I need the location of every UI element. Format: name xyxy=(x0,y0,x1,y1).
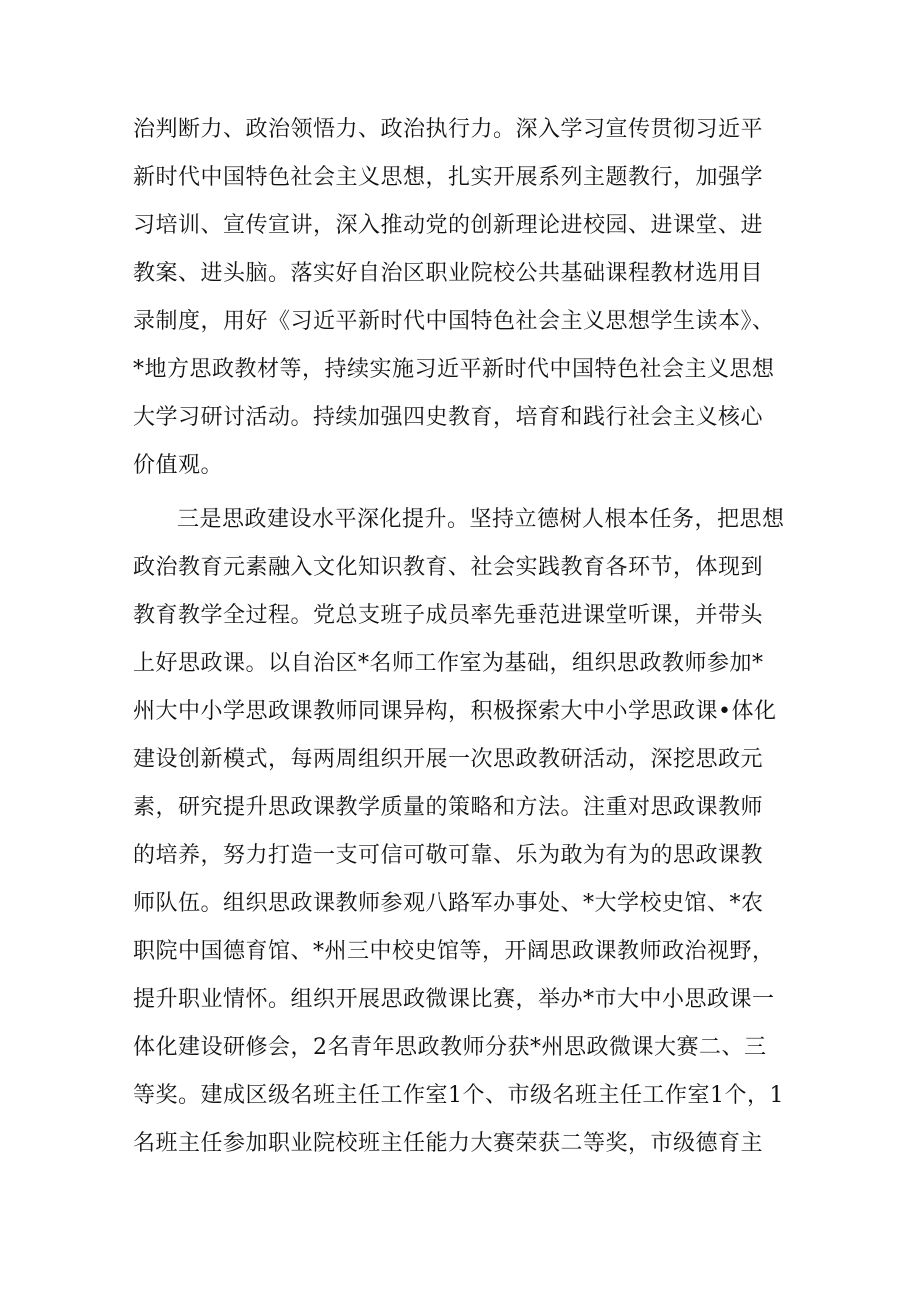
paragraph2-line-7: 素，研究提升思政课教学质量的策略和方法。注重对思政课教师 xyxy=(133,795,764,820)
paragraph1-line-4: 教案、进头脑。落实好自治区职业院校公共基础课程教材选用目 xyxy=(133,261,764,286)
paragraph2-line-11: 提升职业情怀。组织开展思政微课比赛，举办*市大中小思政课一 xyxy=(133,987,775,1012)
paragraph1-line-3: 习培训、宣传宣讲，深入推动党的创新理论进校园、进课堂、进 xyxy=(133,213,764,238)
paragraph1-line-7: 大学习研讨活动。持续加强四史教育，培育和践行社会主义核心 xyxy=(133,405,764,430)
paragraph2-line-4: 上好思政课。以自治区*名师工作室为基础，组织思政教师参加* xyxy=(133,651,764,676)
paragraph1-line-8: 价值观。 xyxy=(133,453,224,478)
paragraph2-line-14: 名班主任参加职业院校班主任能力大赛荣获二等奖，市级德育主 xyxy=(133,1131,764,1156)
paragraph2-line-6: 建设创新模式，每两周组织开展一次思政教研活动，深挖思政元 xyxy=(133,747,764,772)
paragraph2-line-3: 教育教学全过程。党总支班子成员率先垂范进课堂听课，并带头 xyxy=(133,603,764,628)
paragraph2-line-13: 等奖。建成区级名班主任工作室1个、市级名班主任工作室1个，1 xyxy=(133,1083,784,1108)
paragraph2-line-5: 州大中小学思政课教师同课异构，积极探索大中小学思政课•体化 xyxy=(133,699,777,724)
paragraph2-line-1: 三是思政建设水平深化提升。坚持立德树人根本任务，把思想 xyxy=(177,507,785,532)
paragraph1-line-1: 治判断力、政治领悟力、政治执行力。深入学习宣传贯彻习近平 xyxy=(133,117,764,142)
paragraph2-line-10: 职院中国德育馆、*州三中校史馆等，开阔思政课教师政治视野， xyxy=(133,939,775,964)
paragraph2-line-9: 师队伍。组织思政课教师参观八路军办事处、*大学校史馆、*农 xyxy=(133,891,764,916)
paragraph2-line-2: 政治教育元素融入文化知识教育、社会实践教育各环节，体现到 xyxy=(133,555,764,580)
paragraph1-line-5: 录制度，用好《习近平新时代中国特色社会主义思想学生读本》、 xyxy=(133,309,775,334)
paragraph2-line-12: 体化建设研修会，2名青年思政教师分获*州思政微课大赛二、三 xyxy=(133,1035,767,1060)
paragraph2-line-8: 的培养，努力打造一支可信可敬可靠、乐为敢为有为的思政课教 xyxy=(133,843,764,868)
paragraph1-line-2: 新时代中国特色社会主义思想，扎实开展系列主题教行，加强学 xyxy=(133,165,764,190)
paragraph1-line-6: *地方思政教材等，持续实施习近平新时代中国特色社会主义思想 xyxy=(133,357,775,382)
